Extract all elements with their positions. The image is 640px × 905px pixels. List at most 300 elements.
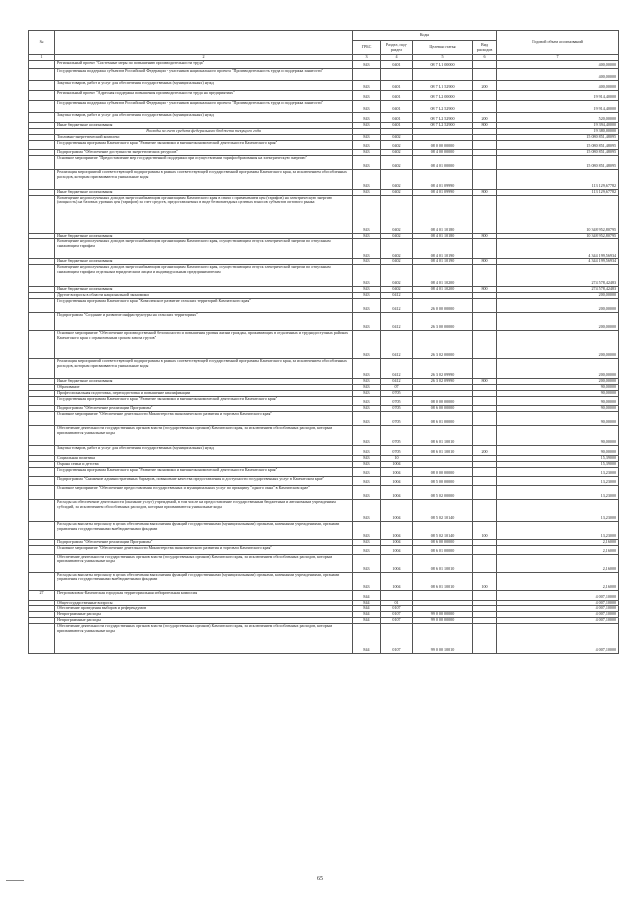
row-number-cell — [29, 313, 55, 331]
row-grbs-cell: 843 — [353, 405, 381, 411]
row-vr-cell: 800 — [473, 233, 497, 239]
table-row — [29, 299, 619, 313]
row-grbs-cell: 844 — [353, 606, 381, 612]
row-grbs-cell: 844 — [353, 600, 381, 606]
row-target-cell: 08 6 01 00000 — [413, 411, 473, 425]
row-total-cell: 90,00000 — [497, 411, 619, 425]
row-vr-cell — [473, 467, 497, 476]
row-name-cell: Расходы на выплаты персоналу в целях обеспечения выполнения функций государственными (муниципальными) органами, казенными учреждениями, органами управления государственными внебюджетными фондами — [55, 572, 353, 590]
row-vr-cell: 800 — [473, 379, 497, 385]
row-vr-cell: 100 — [473, 521, 497, 539]
table-row — [29, 313, 619, 331]
row-name-cell: Подпрограмма "Обеспечение реализации Программы" — [55, 405, 353, 411]
row-name-cell: Государственная программа Камчатского края "Развитие экономики и внешнеэкономической деятельности Камчатского края" — [55, 396, 353, 405]
row-grbs-cell: 843 — [353, 385, 381, 391]
row-name-cell: Петропавловск-Камчатская городская территориальная избирательная комиссия — [55, 590, 353, 600]
row-number-cell — [29, 239, 55, 259]
row-section-cell: 0412 — [381, 313, 413, 331]
row-total-cell: 4 007,10000 — [497, 606, 619, 612]
table-row — [29, 265, 619, 287]
col-name-header — [55, 31, 353, 55]
row-grbs-cell: 843 — [353, 293, 381, 299]
row-section-cell: 0402 — [381, 265, 413, 287]
row-number-cell — [29, 61, 55, 69]
table-row — [29, 61, 619, 69]
row-target-cell: 08 7 L2 52900 — [413, 113, 473, 123]
row-vr-cell — [473, 91, 497, 101]
row-target-cell — [413, 69, 473, 81]
row-section-cell: 1004 — [381, 545, 413, 554]
codes-header: Коды — [353, 31, 497, 41]
row-total-cell: 4 007,10000 — [497, 600, 619, 606]
row-total-cell: 90,00000 — [497, 405, 619, 411]
row-vr-cell — [473, 476, 497, 485]
row-number-cell — [29, 195, 55, 233]
row-name-cell: Профессиональная подготовка, переподготовка и повышение квалификации — [55, 390, 353, 396]
row-number-cell — [29, 155, 55, 169]
row-vr-cell — [473, 590, 497, 600]
row-number-cell — [29, 499, 55, 521]
row-name-cell: Основное мероприятие "Обеспечение деятельности Министерства экономического развития и торговли Камчатского края" — [55, 411, 353, 425]
col-index: 6 — [473, 55, 497, 61]
row-name-cell: Возмещение недополученных доходов энергоснабжающим организациям Камчатского края, осуществляющим отпуск электрической энергии по отпускным снижающим тарифам — [55, 239, 353, 259]
budget-table-sheet — [28, 30, 618, 654]
row-grbs-cell: 843 — [353, 265, 381, 287]
row-target-cell: 26 3 02 09990 — [413, 379, 473, 385]
row-target-cell — [413, 590, 473, 600]
row-total-cell: 400,00000 — [497, 61, 619, 69]
row-vr-cell — [473, 299, 497, 313]
row-vr-cell: 800 — [473, 123, 497, 129]
row-number-cell — [29, 113, 55, 123]
row-name-cell: Подпрограмма "Обеспечение реализации Программы" — [55, 539, 353, 545]
row-vr-cell — [473, 545, 497, 554]
row-grbs-cell: 843 — [353, 485, 381, 499]
row-vr-cell: 100 — [473, 572, 497, 590]
row-grbs-cell: 843 — [353, 189, 381, 195]
row-target-cell: 08 4 01 10200 — [413, 265, 473, 287]
row-section-cell: 0402 — [381, 169, 413, 189]
row-target-cell: 08 7 L2 52900 — [413, 101, 473, 113]
row-name-cell: Социальная политика — [55, 455, 353, 461]
row-grbs-cell: 843 — [353, 390, 381, 396]
row-name-cell: Закупка товаров, работ и услуг для обеспечения государственных (муниципальных) нужд — [55, 445, 353, 455]
row-section-cell: 0412 — [381, 299, 413, 313]
row-total-cell: 90,00000 — [497, 445, 619, 455]
row-grbs-cell: 843 — [353, 313, 381, 331]
table-row — [29, 624, 619, 654]
row-target-cell: 08 4 01 10180 — [413, 195, 473, 233]
table-row — [29, 396, 619, 405]
row-name-cell: Подпрограмма "Снижение административных барьеров, повышение качества предоставления и доступности государственных услуг в Камчатском крае" — [55, 476, 353, 485]
row-total-cell: 113 129,67782 — [497, 169, 619, 189]
row-target-cell: 08 7 L2 00000 — [413, 91, 473, 101]
row-number-cell — [29, 396, 55, 405]
row-name-cell: Обеспечение деятельности государственных органов власти (государственных органов) Камчатского края, за исключением обособленных расходов, которым присваиваются уникальные коды — [55, 554, 353, 572]
row-name-cell: Иные бюджетные ассигнования — [55, 233, 353, 239]
row-grbs-cell: 843 — [353, 123, 381, 129]
row-total-cell: 274 578,42483 — [497, 287, 619, 293]
row-target-cell: 08 4 00 00000 — [413, 149, 473, 155]
row-grbs-cell: 843 — [353, 379, 381, 385]
row-name-cell: Государственная программа Камчатского края "Развитие экономики и внешнеэкономической деятельности Камчатского края" — [55, 467, 353, 476]
row-number-cell — [29, 140, 55, 149]
row-name-cell: Иные бюджетные ассигнования — [55, 379, 353, 385]
row-name-cell: Основное мероприятие "Обеспечение производственной безопасности и повышения уровня жизни граждан, проживающих в отдаленных и труднодоступных районах Камчатского края с ограниченным сроком завоза грузов" — [55, 331, 353, 359]
row-target-cell: 08 4 01 10190 — [413, 239, 473, 259]
table-row — [29, 169, 619, 189]
row-target-cell: 26 0 00 00000 — [413, 299, 473, 313]
row-target-cell: 08 7 L1 00000 — [413, 61, 473, 69]
row-name-cell: Региональный проект "Адресная поддержка повышения производительности труда на предприятиях" — [55, 91, 353, 101]
row-section-cell: 0705 — [381, 390, 413, 396]
row-name-cell: Обеспечение деятельности государственных органов власти (государственных органов) Камчатского края, за исключением обособленных расходов, которым присваиваются уникальные коды — [55, 425, 353, 445]
row-number-cell — [29, 545, 55, 554]
row-name-cell: Иные бюджетные ассигнования — [55, 123, 353, 129]
row-section-cell — [381, 590, 413, 600]
row-target-cell: 08 0 00 00000 — [413, 140, 473, 149]
row-name-cell: Региональный проект "Системные меры по повышению производительности труда" — [55, 61, 353, 69]
row-grbs-cell: 843 — [353, 554, 381, 572]
row-section-cell: 0412 — [381, 331, 413, 359]
row-section-cell: 0412 — [381, 293, 413, 299]
row-name-cell: Основное мероприятие "Предоставление мер государственной поддержки при осуществлении тарифообразования на электрическую энергию" — [55, 155, 353, 169]
row-total-cell: 200,00000 — [497, 293, 619, 299]
col-index: 4 — [381, 55, 413, 61]
row-section-cell: 07 — [381, 385, 413, 391]
footer-mark — [6, 880, 24, 881]
row-grbs-cell: 843 — [353, 331, 381, 359]
row-vr-cell: 200 — [473, 81, 497, 91]
row-grbs-cell: 843 — [353, 445, 381, 455]
row-name-cell: Расходы на обеспечение деятельности (оказание услуг) учреждений, в том числе на предоставление государственным бюджетным и автономным учреждениям субсидий, за исключением обособленных расходов, которым присваиваются уникальные коды — [55, 499, 353, 521]
row-grbs-cell: 843 — [353, 461, 381, 467]
row-name-cell: Государственная программа Камчатского края "Комплексное развитие сельских территорий Камчатского края" — [55, 299, 353, 313]
row-total-cell: 19 914,40000 — [497, 91, 619, 101]
row-section-cell: 0402 — [381, 233, 413, 239]
table-row — [29, 91, 619, 101]
row-grbs-cell: 843 — [353, 539, 381, 545]
row-section-cell: 1004 — [381, 572, 413, 590]
row-number-cell — [29, 265, 55, 287]
row-section-cell: 0402 — [381, 134, 413, 140]
row-number-cell — [29, 425, 55, 445]
row-total-cell: 274 578,42483 — [497, 265, 619, 287]
row-total-cell: 4 007,10000 — [497, 612, 619, 618]
row-number-cell — [29, 101, 55, 113]
row-total-cell: 15,39000 — [497, 461, 619, 467]
row-vr-cell — [473, 140, 497, 149]
row-total-cell: 90,00000 — [497, 385, 619, 391]
row-total-cell: 90,00000 — [497, 396, 619, 405]
table-row — [29, 554, 619, 572]
row-vr-cell — [473, 101, 497, 113]
row-name-cell: Иные бюджетные ассигнования — [55, 287, 353, 293]
table-row — [29, 485, 619, 499]
row-grbs-cell: 843 — [353, 545, 381, 554]
table-row — [29, 359, 619, 379]
row-grbs-cell: 844 — [353, 612, 381, 618]
row-grbs-cell: 843 — [353, 425, 381, 445]
table-row — [29, 331, 619, 359]
row-grbs-cell: 843 — [353, 499, 381, 521]
row-vr-cell — [473, 499, 497, 521]
row-number-cell — [29, 331, 55, 359]
row-vr-cell: 800 — [473, 259, 497, 265]
row-target-cell: 08 4 01 10200 — [413, 287, 473, 293]
row-grbs-cell: 843 — [353, 91, 381, 101]
row-section-cell: 0401 — [381, 113, 413, 123]
row-target-cell: 08 5 02 10140 — [413, 499, 473, 521]
budget-table — [28, 30, 619, 654]
table-row — [29, 195, 619, 233]
row-target-cell: 08 6 00 00000 — [413, 405, 473, 411]
row-number-cell — [29, 69, 55, 81]
row-section-cell: 0402 — [381, 140, 413, 149]
row-section-cell: 0412 — [381, 379, 413, 385]
row-target-cell: 08 6 01 00000 — [413, 545, 473, 554]
row-target-cell: 99 0 00 10010 — [413, 624, 473, 654]
table-row — [29, 113, 619, 123]
col-grbs-header: ГРБС — [353, 41, 381, 55]
row-total-cell: 520,00000 — [497, 113, 619, 123]
row-section-cell: 0412 — [381, 359, 413, 379]
row-vr-cell — [473, 239, 497, 259]
row-vr-cell — [473, 313, 497, 331]
row-number-cell — [29, 476, 55, 485]
row-number-cell — [29, 572, 55, 590]
row-section-cell: 0402 — [381, 149, 413, 155]
row-section-cell: 0402 — [381, 259, 413, 265]
row-grbs-cell: 843 — [353, 572, 381, 590]
row-vr-cell — [473, 624, 497, 654]
row-total-cell: 200,00000 — [497, 331, 619, 359]
row-vr-cell: 200 — [473, 113, 497, 123]
row-total-cell: 200,00000 — [497, 299, 619, 313]
row-target-cell: 26 3 02 00000 — [413, 331, 473, 359]
row-target-cell: 08 7 L1 52900 — [413, 81, 473, 91]
row-name-cell: Закупка товаров, работ и услуг для обеспечения государственных (муниципальных) нужд — [55, 81, 353, 91]
row-total-cell: 2,16000 — [497, 572, 619, 590]
row-target-cell: 08 6 00 00000 — [413, 539, 473, 545]
row-total-cell: 4 007,10000 — [497, 624, 619, 654]
row-section-cell: 0402 — [381, 239, 413, 259]
row-vr-cell — [473, 169, 497, 189]
row-total-cell: 200,00000 — [497, 359, 619, 379]
row-number-cell — [29, 467, 55, 476]
row-name-cell: Подпрограмма "Обеспечение доступности энергетических ресурсов" — [55, 149, 353, 155]
row-section-cell: 10 — [381, 455, 413, 461]
row-target-cell: 08 7 L2 52900 — [413, 123, 473, 129]
row-grbs-cell: 844 — [353, 590, 381, 600]
row-grbs-cell: 843 — [353, 113, 381, 123]
row-total-cell: 15 080 851,48095 — [497, 155, 619, 169]
row-total-cell: 13,23000 — [497, 499, 619, 521]
table-row — [29, 521, 619, 539]
row-vr-cell — [473, 396, 497, 405]
row-vr-cell — [473, 265, 497, 287]
row-name-cell: Обеспечение деятельности государственных органов власти (государственных органов) Камчатского края, за исключением обособленных расходов, которым присваиваются уникальные коды — [55, 624, 353, 654]
table-header — [29, 31, 619, 61]
row-name-cell: Государственная поддержка субъектов Российской Федерации - участников национального проекта "Производительность труда и поддержка занятости" — [55, 101, 353, 113]
row-vr-cell: 800 — [473, 189, 497, 195]
row-total-cell: 13,23000 — [497, 521, 619, 539]
row-grbs-cell: 843 — [353, 134, 381, 140]
row-grbs-cell: 843 — [353, 169, 381, 189]
row-section-cell: 0401 — [381, 81, 413, 91]
row-total-cell: 15 080 851,48095 — [497, 149, 619, 155]
row-total-cell: 2,16000 — [497, 554, 619, 572]
row-number-cell — [29, 299, 55, 313]
row-section-cell: 0401 — [381, 101, 413, 113]
table-row — [29, 499, 619, 521]
row-grbs-cell: 843 — [353, 359, 381, 379]
row-total-cell: 400,00000 — [497, 81, 619, 91]
row-total-cell: 13,23000 — [497, 467, 619, 476]
row-section-cell: 1004 — [381, 467, 413, 476]
col-index: 3 — [353, 55, 381, 61]
row-grbs-cell: 843 — [353, 476, 381, 485]
row-target-cell: 08 4 01 09990 — [413, 169, 473, 189]
row-target-cell: 26 3 02 09990 — [413, 359, 473, 379]
row-vr-cell — [473, 61, 497, 69]
row-section-cell: 0107 — [381, 612, 413, 618]
row-total-cell: 4 344 199,56934 — [497, 259, 619, 265]
row-total-cell: 19 380,00000 — [497, 128, 619, 134]
row-total-cell: 2,16000 — [497, 539, 619, 545]
table-row — [29, 81, 619, 91]
row-grbs-cell: 843 — [353, 239, 381, 259]
row-section-cell: 0402 — [381, 195, 413, 233]
row-grbs-cell: 843 — [353, 467, 381, 476]
row-total-cell: 10 348 952,80795 — [497, 233, 619, 239]
row-target-cell: 08 4 01 10180 — [413, 233, 473, 239]
row-grbs-cell: 843 — [353, 140, 381, 149]
row-section-cell: 0107 — [381, 606, 413, 612]
row-number-cell — [29, 554, 55, 572]
row-vr-cell: 200 — [473, 445, 497, 455]
row-grbs-cell: 844 — [353, 618, 381, 624]
row-section-cell: 1004 — [381, 554, 413, 572]
row-vr-cell — [473, 411, 497, 425]
row-grbs-cell: 843 — [353, 299, 381, 313]
table-row — [29, 467, 619, 476]
row-vr-cell — [473, 331, 497, 359]
row-target-cell: 08 4 01 00000 — [413, 155, 473, 169]
row-total-cell: 90,00000 — [497, 390, 619, 396]
row-name-cell: Государственная программа Камчатского края "Развитие экономики и внешнеэкономической деятельности Камчатского края" — [55, 140, 353, 149]
table-body — [29, 61, 619, 654]
row-grbs-cell: 844 — [353, 624, 381, 654]
row-grbs-cell: 843 — [353, 259, 381, 265]
row-total-cell: 90,00000 — [497, 425, 619, 445]
row-target-cell: 08 0 00 00000 — [413, 467, 473, 476]
row-grbs-cell: 843 — [353, 233, 381, 239]
row-number-cell — [29, 91, 55, 101]
row-name-cell: Подпрограмма "Создание и развитие инфраструктуры на сельских территориях" — [55, 313, 353, 331]
row-section-cell: 1004 — [381, 485, 413, 499]
row-vr-cell — [473, 69, 497, 81]
row-target-cell: 08 6 01 10010 — [413, 425, 473, 445]
row-target-cell: 99 0 00 00000 — [413, 612, 473, 618]
row-vr-cell — [473, 425, 497, 445]
row-name-cell: Общегосударственные вопросы — [55, 600, 353, 606]
row-section-cell: 1004 — [381, 461, 413, 467]
row-name-cell: Государственная поддержка субъектов Российской Федерации - участников национального проекта "Производительность труда и поддержка занятости" — [55, 69, 353, 81]
row-section-cell: 1004 — [381, 499, 413, 521]
row-vr-cell — [473, 195, 497, 233]
row-grbs-cell — [353, 69, 381, 81]
table-row — [29, 239, 619, 259]
row-section-cell: 1004 — [381, 521, 413, 539]
row-section-cell: 0107 — [381, 624, 413, 654]
row-number-cell — [29, 359, 55, 379]
row-name-cell: Реализация мероприятий соответствующей подпрограммы в рамках соответствующей государственной программы Камчатского края, за исключением обособленных расходов, которым присваиваются уникальные коды — [55, 359, 353, 379]
row-grbs-cell: 843 — [353, 155, 381, 169]
row-name-cell: Реализация мероприятий соответствующей подпрограммы в рамках соответствующей государственной программы Камчатского края, за исключением обособленных расходов, которым присваиваются уникальные коды — [55, 169, 353, 189]
row-grbs-cell: 843 — [353, 396, 381, 405]
table-row — [29, 101, 619, 113]
row-vr-cell — [473, 359, 497, 379]
row-name-cell: Топливно-энергетический комплекс — [55, 134, 353, 140]
row-section-cell: 0705 — [381, 411, 413, 425]
table-row — [29, 425, 619, 445]
page-number: 65 — [317, 876, 323, 882]
row-section-cell — [381, 69, 413, 81]
col-index: 7 — [497, 55, 619, 61]
row-total-cell: 13,23000 — [497, 485, 619, 499]
col-section-header: Раздел, под-раздел — [381, 41, 413, 55]
row-total-cell: 113 129,67782 — [497, 189, 619, 195]
row-vr-cell — [473, 554, 497, 572]
row-section-cell: 0705 — [381, 445, 413, 455]
row-name-cell: Обеспечение проведения выборов и референдумов — [55, 606, 353, 612]
row-target-cell: 08 5 02 10140 — [413, 521, 473, 539]
row-vr-cell — [473, 485, 497, 499]
row-name-cell: Основное мероприятие "Обеспечение деятельности Министерства экономического развития и торговли Камчатского края" — [55, 545, 353, 554]
row-number-cell — [29, 81, 55, 91]
row-section-cell: 0401 — [381, 91, 413, 101]
row-total-cell: 19 394,40000 — [497, 123, 619, 129]
row-target-cell: 08 6 01 10010 — [413, 554, 473, 572]
row-target-cell: 08 6 01 10010 — [413, 572, 473, 590]
row-name-cell: Непрограммные расходы — [55, 618, 353, 624]
col-number-header: № — [29, 31, 55, 55]
table-row — [29, 411, 619, 425]
row-target-cell: 08 6 01 10010 — [413, 445, 473, 455]
row-number-cell — [29, 485, 55, 499]
row-target-cell: 08 5 02 00000 — [413, 485, 473, 499]
row-number-cell: 27 — [29, 590, 55, 600]
row-total-cell: 4 007,10000 — [497, 618, 619, 624]
row-grbs-cell: 843 — [353, 101, 381, 113]
row-name-cell: Основное мероприятие "Обеспечение предоставления государственных и муниципальных услуг по принципу "одного окна" в Камчатском крае" — [55, 485, 353, 499]
row-total-cell: 15 080 851,48095 — [497, 140, 619, 149]
table-row — [29, 155, 619, 169]
table-row — [29, 140, 619, 149]
row-name-cell: Возмещение недополученных доходов энергоснабжающим организациям Камчатского края, осуществляющим отпуск электрической энергии по отпускным снижающим тарифам отдельным юридическим лицам и индивидуальным предпринимателям — [55, 265, 353, 287]
row-target-cell: 08 5 00 00000 — [413, 476, 473, 485]
table-row — [29, 590, 619, 600]
row-grbs-cell: 843 — [353, 411, 381, 425]
row-name-cell: Расходы на выплаты персоналу в целях обеспечения выполнения функций государственными (муниципальными) органами, казенными учреждениями, органами управления государственными внебюджетными фондами — [55, 521, 353, 539]
row-target-cell: 08 4 01 09990 — [413, 189, 473, 195]
row-vr-cell: 800 — [473, 287, 497, 293]
row-target-cell: 08 4 01 10190 — [413, 259, 473, 265]
table-row — [29, 69, 619, 81]
row-name-cell: Другие вопросы в области национальной экономики — [55, 293, 353, 299]
row-section-cell: 0402 — [381, 155, 413, 169]
